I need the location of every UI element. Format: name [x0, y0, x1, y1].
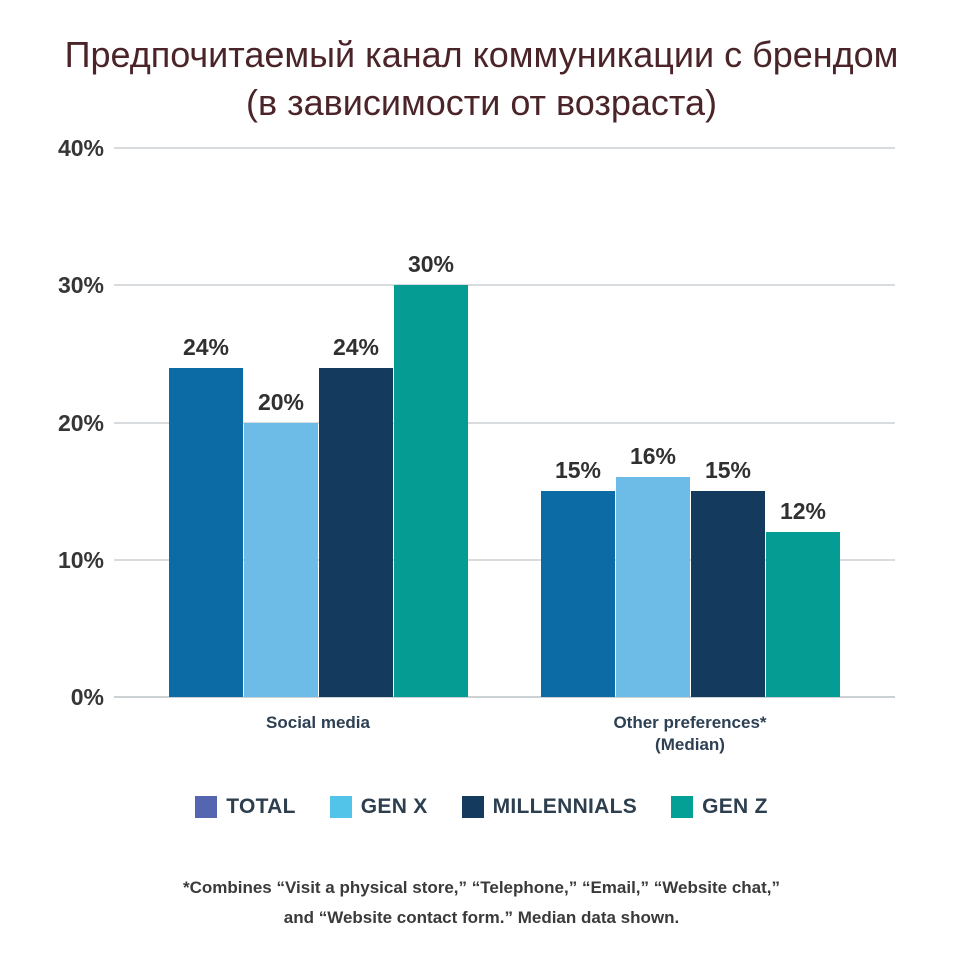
bar-value-label: 30%: [407, 251, 455, 278]
footnote-line2: and “Website contact form.” Median data shown.: [283, 907, 680, 927]
legend-label-genz: GEN Z: [702, 795, 768, 818]
footnote-line1: *Combines “Visit a physical store,” “Telephone,” “Email,” “Website chat,”: [182, 878, 781, 897]
bar-value-label: 20%: [257, 388, 305, 415]
legend: [0, 795, 963, 819]
legend-item-total: [195, 795, 296, 819]
chart-title: [0, 31, 963, 127]
bar-value-label: 15%: [704, 457, 752, 484]
legend-swatch-genz: [671, 796, 693, 818]
bar-value-label: 24%: [182, 333, 230, 360]
bar-total-other-preferences: [541, 457, 615, 697]
legend-swatch-millennials: [462, 796, 484, 818]
legend-swatch-total: [195, 796, 217, 818]
bar-genz-social-media: [394, 251, 468, 697]
bar-value-label: 16%: [629, 443, 677, 470]
bar-value-label: 24%: [332, 333, 380, 360]
x-axis-label-social-media: [266, 712, 370, 734]
legend-label-total: TOTAL: [226, 795, 296, 818]
chart-title-line2: (в зависимости от возраста): [245, 81, 718, 123]
x-axis-label-line: Other preferences*: [613, 713, 767, 732]
legend-item-genx: [330, 795, 428, 819]
y-axis-label-30: 30%: [57, 272, 104, 299]
plot-area: [57, 135, 895, 710]
y-axis-label-20: 20%: [57, 409, 104, 436]
bar-total-social-media: [169, 333, 243, 697]
bar-millennials-social-media: [319, 333, 393, 697]
y-axis-label-10: 10%: [57, 546, 104, 573]
bar-group-social-media: [169, 148, 468, 697]
bar-value-label: 15%: [554, 457, 602, 484]
x-axis-label-line: (Median): [655, 735, 725, 755]
bar-millennials-other-preferences: [691, 457, 765, 697]
legend-label-millennials: MILLENNIALS: [492, 795, 638, 818]
bar-genx-social-media: [244, 388, 318, 698]
footnote: [0, 873, 963, 933]
x-axis-label-line: Social media: [266, 713, 370, 732]
chart-title-line1: Предпочитаемый канал коммуникации с брендом: [64, 34, 899, 75]
legend-item-genz: [671, 795, 768, 819]
y-axis-label-40: 40%: [57, 135, 104, 161]
bar-genz-other-preferences: [766, 498, 840, 697]
bar-group-other-preferences: [541, 148, 840, 697]
x-axis-label-other-preferences: [613, 712, 766, 756]
bar-genx-other-preferences: [616, 443, 690, 697]
y-axis-label-0: 0%: [70, 684, 104, 710]
bar-value-label: 12%: [779, 498, 827, 525]
legend-item-millennials: [462, 795, 637, 819]
legend-label-genx: GEN X: [360, 795, 428, 818]
legend-swatch-genx: [330, 796, 352, 818]
